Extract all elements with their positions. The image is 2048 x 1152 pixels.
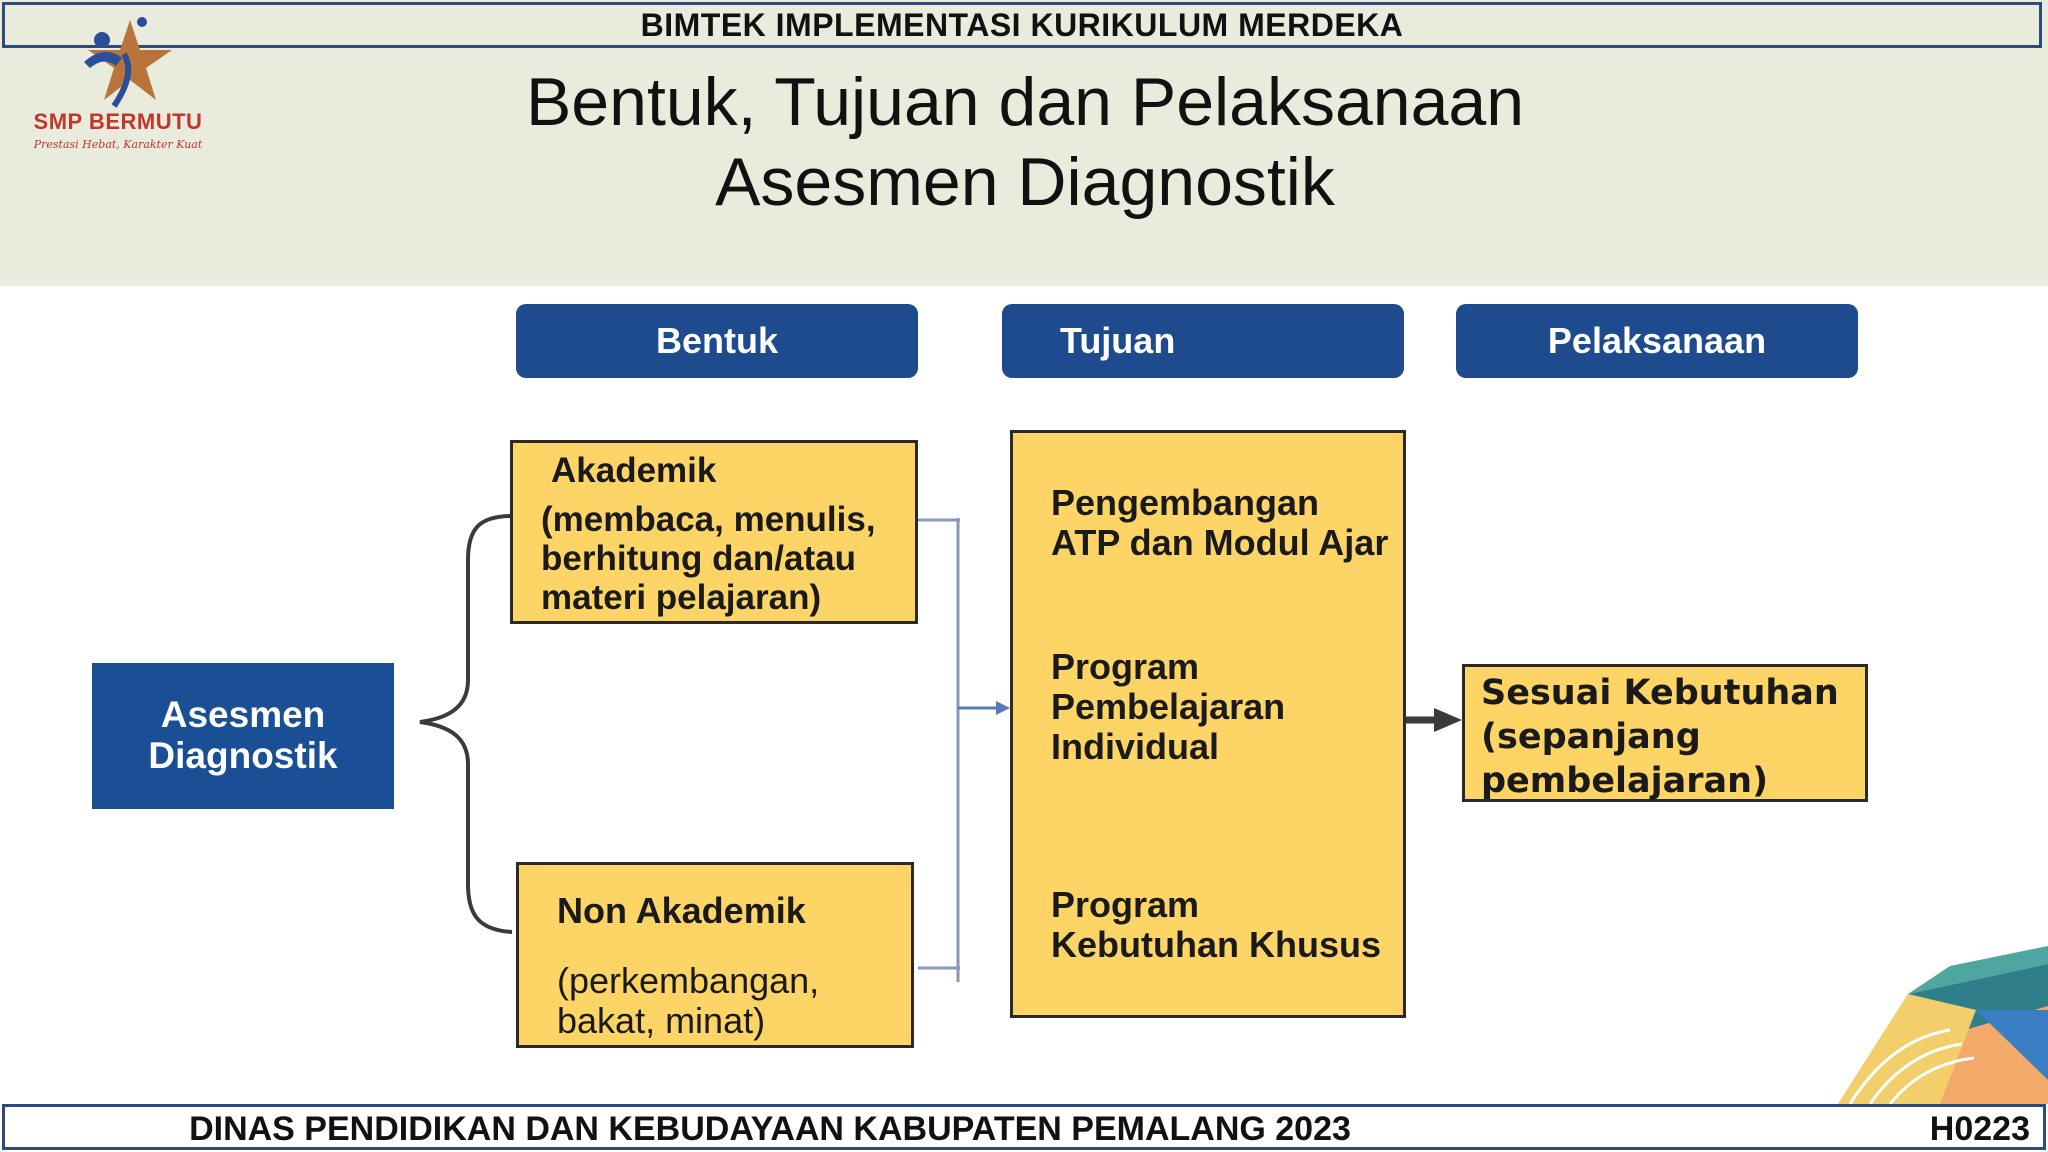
non-akademik-box (516, 862, 914, 1048)
akademik-title: Akademik (551, 451, 717, 490)
top-title: BIMTEK IMPLEMENTASI KURIKULUM MERDEKA (640, 7, 1404, 43)
non-akademik-line-2: bakat, minat) (557, 1000, 766, 1041)
logo-name: SMP BERMUTU (33, 109, 203, 134)
tujuan-item-2 (1051, 647, 1285, 767)
pelaksanaan-line-1: Sesuai Kebutuhan (1481, 673, 1839, 713)
corner-decoration (1838, 946, 2048, 1104)
column-label: Bentuk (655, 320, 778, 361)
non-akademik-line-1: (perkembangan, (557, 960, 820, 1001)
asesmen-line-2: Diagnostik (148, 735, 338, 776)
pelaksanaan-line-2: (sepanjang (1481, 717, 1701, 757)
tujuan-item-2-line-3: Individual (1051, 726, 1220, 767)
arrow-right-icon (1434, 708, 1462, 732)
pelaksanaan-line-3: pembelajaran) (1481, 761, 1769, 801)
akademik-line-3: materi pelajaran) (541, 578, 822, 617)
tujuan-item-3 (1051, 885, 1381, 965)
arrow-head-icon (996, 701, 1010, 715)
pelaksanaan-box (1462, 664, 1868, 802)
tujuan-item-2-line-2: Pembelajaran (1051, 686, 1286, 727)
asesmen-line-1: Asesmen (160, 694, 326, 735)
tujuan-item-2-line-1: Program (1051, 646, 1200, 687)
tujuan-item-1 (1051, 483, 1388, 563)
tujuan-box (1010, 430, 1406, 1018)
footer-text: DINAS PENDIDIKAN DAN KEBUDAYAAN KABUPATEN PEMALANG 2023 (189, 1110, 1351, 1148)
asesmen-diagnostik-box (92, 663, 394, 809)
akademik-box (510, 440, 918, 624)
tujuan-item-3-line-2: Kebutuhan Khusus (1051, 924, 1381, 965)
tujuan-item-3-line-1: Program (1051, 884, 1200, 925)
akademik-line-2: berhitung dan/atau (541, 539, 856, 578)
tujuan-item-1-line-2: ATP dan Modul Ajar (1051, 522, 1389, 563)
column-label: Tujuan (1060, 320, 1176, 361)
footer-code: H0223 (1929, 1110, 2030, 1148)
akademik-line-1: (membaca, menulis, (541, 500, 876, 539)
tujuan-item-1-line-1: Pengembangan (1051, 482, 1320, 523)
title-line-1: Bentuk, Tujuan dan Pelaksanaan (525, 64, 1525, 140)
column-label: Pelaksanaan (1547, 320, 1767, 361)
curly-brace (420, 516, 512, 932)
title-line-2: Asesmen Diagnostik (715, 144, 1335, 220)
non-akademik-title: Non Akademik (557, 890, 806, 931)
logo-tagline: Prestasi Hebat, Karakter Kuat (33, 138, 203, 151)
